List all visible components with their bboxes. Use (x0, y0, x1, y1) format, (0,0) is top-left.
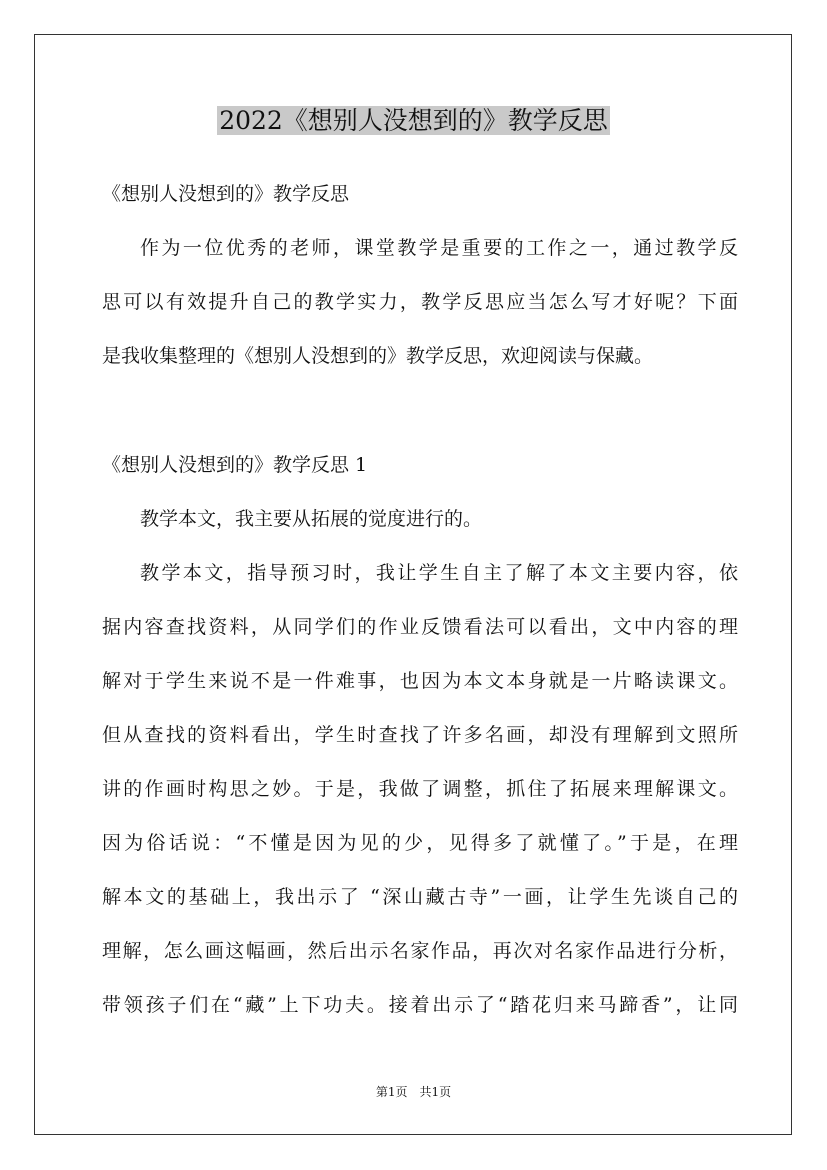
paragraph-2-line-3: 解对于学生来说不是一件难事，也因为本文本身就是一片略读课文。 (102, 670, 738, 692)
subtitle: 《想别人没想到的》教学反思 (102, 183, 350, 205)
paragraph-2-line-5: 讲的作画时构思之妙。于是，我做了调整，抓住了拓展来理解课文。 (102, 778, 738, 800)
page-footer: 第1页 共1页 (375, 1085, 452, 1099)
intro-line-3: 是我收集整理的《想别人没想到的》教学反思，欢迎阅读与保藏。 (102, 345, 654, 367)
paragraph-2-line-1: 教学本文，指导预习时，我让学生自主了解了本文主要内容，依 (140, 562, 738, 584)
document-title (0, 101, 827, 141)
paragraph-2-line-8: 理解，怎么画这幅画，然后出示名家作品，再次对名家作品进行分析， (102, 940, 738, 962)
paragraph-2-line-2: 据内容查找资料，从同学们的作业反馈看法可以看出，文中内容的理 (102, 616, 738, 638)
document-title-text: 2022《想别人没想到的》教学反思 (219, 106, 608, 135)
section-heading: 《想别人没想到的》教学反思 1 (102, 454, 368, 476)
paragraph-1: 教学本文，我主要从拓展的觉度进行的。 (140, 508, 483, 530)
paragraph-2-line-9: 带领孩子们在“藏”上下功夫。接着出示了“踏花归来马蹄香”，让同 (102, 994, 738, 1016)
intro-line-2: 思可以有效提升自己的教学实力，教学反思应当怎么写才好呢？下面 (102, 291, 738, 313)
paragraph-2-line-7: 解本文的基础上，我出示了 “深山藏古寺”一画，让学生先谈自己的 (102, 886, 738, 908)
paragraph-2-line-4: 但从查找的资料看出，学生时查找了许多名画，却没有理解到文照所 (102, 724, 738, 746)
intro-line-1: 作为一位优秀的老师，课堂教学是重要的工作之一，通过教学反 (140, 237, 738, 259)
paragraph-2-line-6: 因为俗话说：“不懂是因为见的少，见得多了就懂了。”于是，在理 (102, 832, 738, 854)
